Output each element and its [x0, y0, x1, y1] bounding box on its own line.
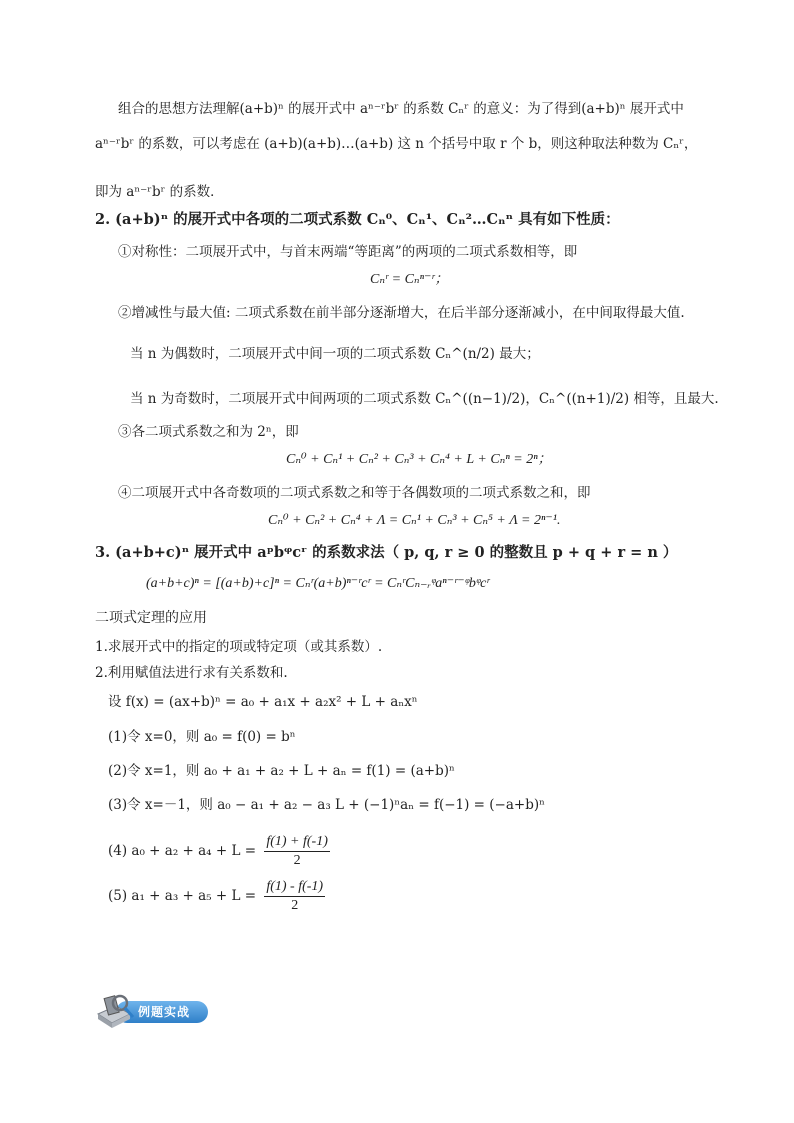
case-4 [108, 832, 330, 870]
case-4-lhs: (4) a₀ + a₂ + a₄ + L = [108, 843, 257, 859]
section-2-heading: 2. (a+b)ⁿ 的展开式中各项的二项式系数 Cₙ⁰、Cₙ¹、Cₙ²…Cₙⁿ 具有如下性质： [95, 211, 620, 228]
case-5-denominator: 2 [291, 898, 299, 913]
case-5-numerator: f(1) - f(-1) [264, 878, 325, 897]
case-5 [108, 877, 325, 915]
case-3: (3)令 x=－1，则 a₀ − a₁ + a₂ − a₃ L + (−1)ⁿaₙ = f(−1) = (−a+b)ⁿ [108, 797, 545, 813]
case-1: (1)令 x=0，则 a₀ = f(0) = bⁿ [108, 729, 296, 745]
symmetry-text: ①对称性：二项展开式中，与首末两端“等距离”的两项的二项式系数相等，即 [118, 244, 578, 260]
section-3-heading: 3. (a+b+c)ⁿ 展开式中 aᵖbᵠcʳ 的系数求法（ p, q, r ≥ 0 的整数且 p + q + r = n ） [95, 544, 678, 561]
even-n-text: 当 n 为偶数时，二项展开式中间一项的二项式系数 Cₙ^(n/2) 最大； [130, 346, 540, 362]
case-5-fraction [264, 878, 325, 915]
case-2: (2)令 x=1，则 a₀ + a₁ + a₂ + L + aₙ = f(1) = (a+b)ⁿ [108, 763, 455, 779]
badge-label: 例题实战 [138, 1005, 191, 1019]
case-4-fraction [264, 833, 330, 870]
intro-line-2: aⁿ⁻ʳbʳ 的系数，可以考虑在 (a+b)(a+b)…(a+b) 这 n 个括号中取 r 个 b，则这种取法种数为 Cₙʳ， [95, 136, 698, 152]
setup-formula: 设 f(x) = (ax+b)ⁿ = a₀ + a₁x + a₂x² + L + aₙxⁿ [108, 694, 418, 710]
calculator-ruler-icon [94, 992, 138, 1032]
sum-formula: Cₙ⁰ + Cₙ¹ + Cₙ² + Cₙ³ + Cₙ⁴ + L + Cₙⁿ = 2ⁿ； [286, 452, 552, 467]
sum-text: ③各二项式系数之和为 2ⁿ，即 [118, 424, 299, 440]
intro-line-3: 即为 aⁿ⁻ʳbʳ 的系数． [95, 184, 224, 200]
case-4-numerator: f(1) + f(-1) [264, 833, 330, 852]
example-practice-badge [94, 992, 214, 1030]
trinomial-formula: (a+b+c)ⁿ = [(a+b)+c]ⁿ = Cₙʳ(a+b)ⁿ⁻ʳcʳ = CₙʳCₙ₋ᵣᵠaⁿ⁻ʳ⁻ᵠbᵠcʳ [146, 576, 490, 591]
odd-even-sum-formula: Cₙ⁰ + Cₙ² + Cₙ⁴ + Λ = Cₙ¹ + Cₙ³ + Cₙ⁵ + Λ = 2ⁿ⁻¹. [268, 513, 561, 528]
case-5-lhs: (5) a₁ + a₃ + a₅ + L = [108, 888, 257, 904]
applications-title: 二项式定理的应用 [95, 610, 207, 626]
intro-line-1: 组合的思想方法理解(a+b)ⁿ 的展开式中 aⁿ⁻ʳbʳ 的系数 Cₙʳ 的意义：为了得到(a+b)ⁿ 展开式中 [118, 101, 684, 117]
symmetry-formula: Cₙʳ = Cₙⁿ⁻ʳ； [370, 272, 449, 287]
odd-even-sum-text: ④二项展开式中各奇数项的二项式系数之和等于各偶数项的二项式系数之和，即 [118, 485, 591, 501]
application-item-2: 2.利用赋值法进行求有关系数和. [95, 665, 288, 681]
odd-n-text: 当 n 为奇数时，二项展开式中间两项的二项式系数 Cₙ^((n−1)/2)，Cₙ^((n+1)/2) 相等，且最大. [130, 391, 719, 407]
application-item-1: 1.求展开式中的指定的项或特定项（或其系数）. [95, 639, 383, 655]
monotonicity-text: ②增减性与最大值: 二项式系数在前半部分逐渐增大，在后半部分逐渐减小，在中间取得最大值. [118, 305, 685, 321]
case-4-denominator: 2 [293, 853, 301, 868]
